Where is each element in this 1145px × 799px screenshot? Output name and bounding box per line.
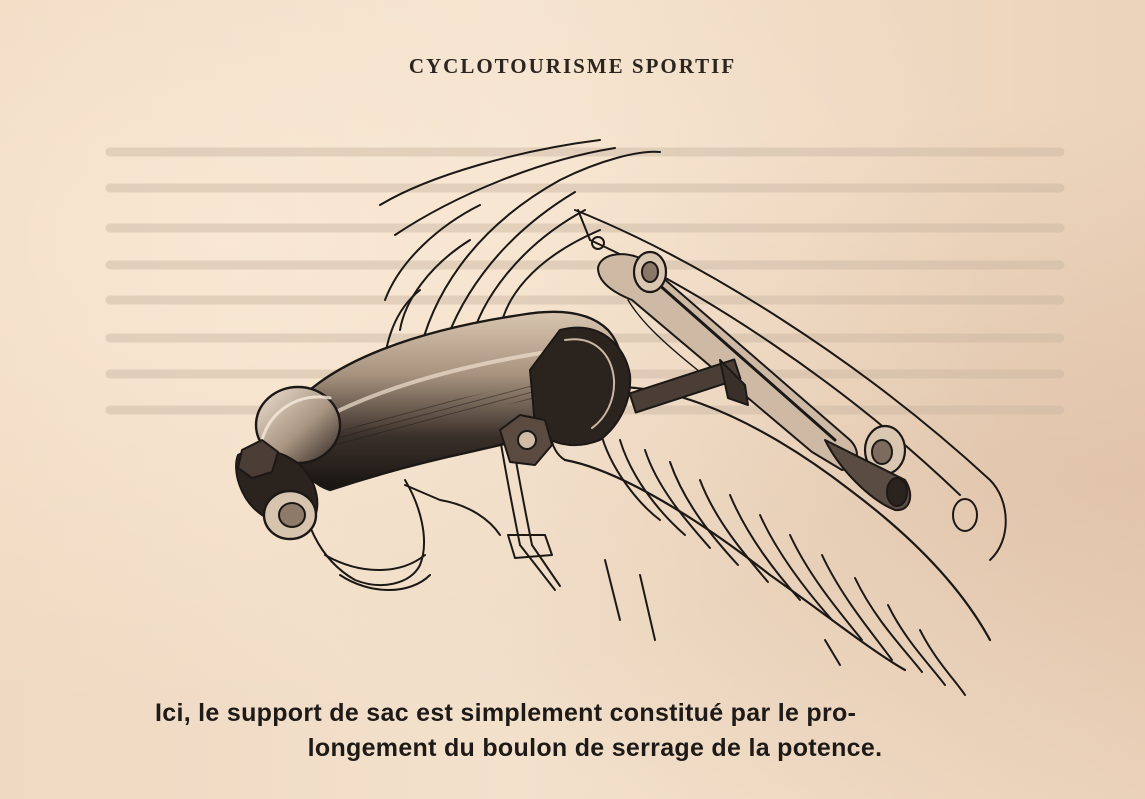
caption-line-1: Ici, le support de sac est simplement constitué par le pro- [155,699,857,727]
running-header: CYCLOTOURISME SPORTIF [408,54,737,78]
figure-caption [155,696,1035,766]
caption-line-2: longement du boulon de serrage de la potence. [307,734,883,762]
